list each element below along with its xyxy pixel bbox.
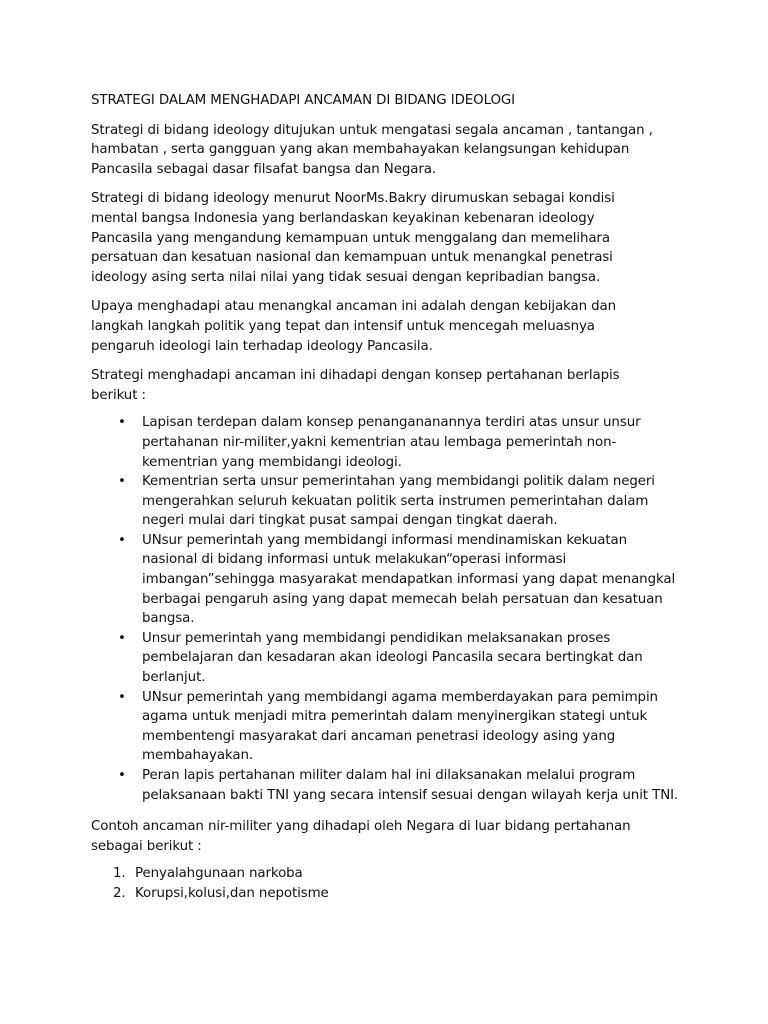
paragraph-intro: Strategi di bidang ideology ditujukan untuk mengatasi segala ancaman , tantangan , hambatan , serta gangguan yang akan membahayakan kelangsungan kehidupan Pancasila sebagai dasar filsafat bangsa dan Negara.: [91, 122, 653, 177]
list-item: [91, 766, 682, 805]
paragraph-definition: Strategi di bidang ideology menurut NoorMs.Bakry dirumuskan sebagai kondisi mental bangsa Indonesia yang berlandaskan keyakinan kebenaran ideology Pancasila yang mengandung kemampuan untuk menggalang dan memelihara persatuan dan kesatuan nasional dan kemampuan untuk menangkal penetrasi ideology asing serta nilai nilai yang tidak sesuai dengan kepribadian bangsa.: [91, 191, 615, 285]
list-item-text: Lapisan terdepan dalam konsep penangananannya terdiri atas unsur unsur pertahanan nir-militer,yakni kementrian atau lembaga pemerintah non-kementrian yang membidangi ideologi.: [142, 415, 641, 470]
numbered-list: [91, 864, 691, 903]
list-item-text: UNsur pemerintah yang membidangi agama memberdayakan para pemimpin agama untuk menjadi mitra pemerintah dalam menyinergikan stategi untuk membentengi masyarakat dari ancaman penetrasi ideology asing yang membahayakan.: [142, 689, 658, 764]
document-page: [91, 91, 691, 904]
paragraph-upaya: Upaya menghadapi atau menangkal ancaman ini adalah dengan kebijakan dan langkah langkah politik yang tepat dan intensif untuk mencegah meluasnya pengaruh ideologi lain terhadap ideology Pancasila.: [91, 299, 617, 354]
numbered-item-text: Penyalahgunaan narkoba: [135, 866, 303, 882]
bullet-icon: •: [118, 630, 126, 646]
paragraph-contoh-ancaman: Contoh ancaman nir-militer yang dihadapi oleh Negara di luar bidang pertahanan sebagai berikut :: [91, 819, 631, 854]
numbered-item: [91, 884, 691, 904]
list-item: [91, 629, 682, 688]
numbered-item-marker: 2.: [113, 885, 126, 901]
bullet-icon: •: [118, 474, 126, 490]
bullet-icon: •: [118, 768, 126, 783]
list-item-text: Kementrian serta unsur pemerintahan yang membidangi politik dalam negeri mengerahkan seluruh kekuatan politik serta instrumen pemerintahan dalam negeri mulai dari tingkat pusat sampai dengan tingkat daerah.: [142, 474, 655, 529]
bullet-icon: •: [118, 415, 126, 431]
document-title: STRATEGI DALAM MENGHADAPI ANCAMAN DI BIDANG IDEOLOGI: [91, 93, 516, 108]
bullet-icon: •: [118, 689, 126, 705]
bullet-icon: •: [118, 532, 126, 548]
list-item-text: Unsur pemerintah yang membidangi pendidikan melaksanakan proses pembelajaran dan kesadaran akan ideologi Pancasila secara bertingkat dan berlanjut.: [142, 630, 643, 686]
list-item: [91, 531, 682, 629]
list-item: [91, 688, 682, 766]
list-item-text: UNsur pemerintah yang membidangi informasi mendinamiskan kekuatan nasional di bidang informasi untuk melakukan“operasi informasi imbangan”sehingga masyarakat mendapatkan informasi yang dapat menangkal berbagai pengaruh asing yang dapat memecah belah persatuan dan kesatuan bangsa.: [142, 532, 676, 627]
list-item: [91, 413, 682, 472]
list-item-text: Peran lapis pertahanan militer dalam hal ini dilaksanakan melalui program pelaksanaan bakti TNI yang secara intensif sesuai dengan wilayah kerja unit TNI.: [142, 768, 679, 803]
numbered-item-text: Korupsi,kolusi,dan nepotisme: [135, 885, 329, 901]
bullet-list: [91, 413, 691, 805]
numbered-item: [91, 864, 691, 884]
numbered-item-marker: 1.: [113, 866, 126, 882]
paragraph-strategi-berlapis: Strategi menghadapi ancaman ini dihadapi dengan konsep pertahanan berlapis berikut :: [91, 368, 620, 403]
list-item: [91, 472, 682, 531]
